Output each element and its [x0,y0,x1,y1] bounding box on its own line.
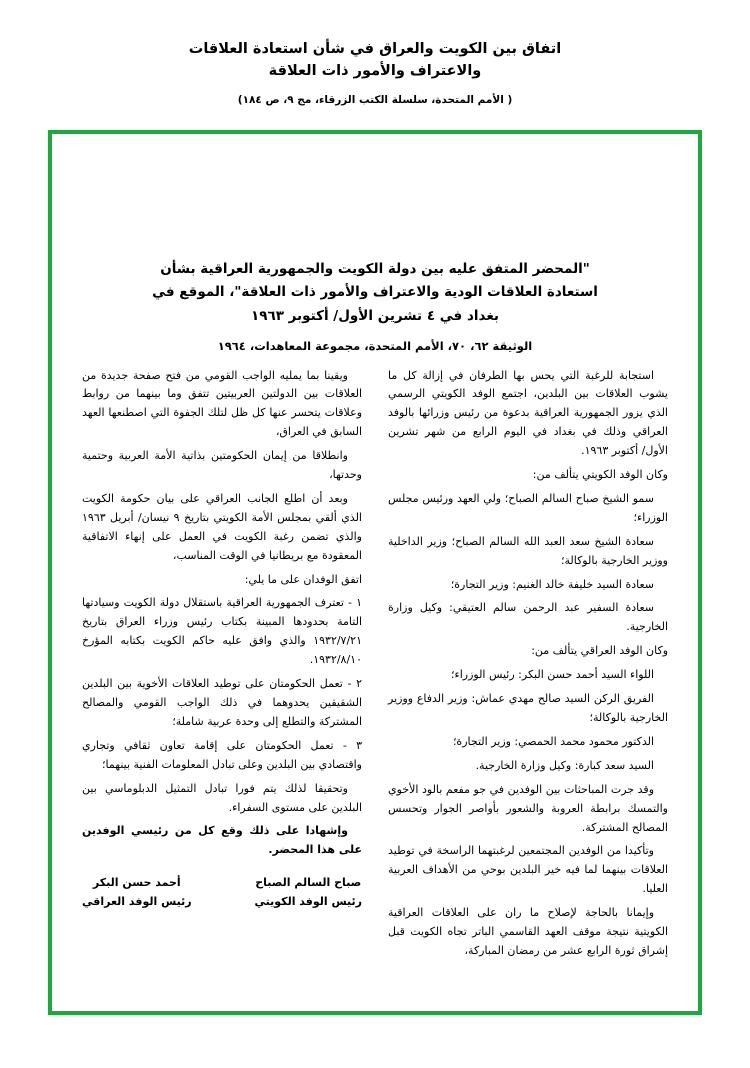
document-reference: الوثيقة ٦٢، ٧٠، الأمم المتحدة، مجموعة المعاهدات، ١٩٦٤ [217,338,533,353]
signature-name: أحمد حسن البكر [92,876,181,890]
paragraph: وقد جرت المباحثات بين الوفدين في جو مفعم بالود الأخوي والتمسك برابطة العروبة والشعور بأواصر الجوار وتحسس المصالح المشتركة. [388,782,668,834]
paragraph: الدكتور محمود محمد الحمصي: وزير التجارة؛ [452,734,654,748]
paragraph: سعادة الشيخ سعد العبد الله السالم الصباح؛ وزير الداخلية ووزير الخارجية بالوكالة؛ [388,534,668,567]
header-title-line-1: اتفاق بين الكويت والعراق في شأن استعادة العلاقات [188,41,562,57]
signature-role: رئيس الوفد الكويتي [254,894,362,908]
paragraph: اتفق الوفدان على ما يلي: [244,572,362,586]
signature-block [82,874,362,911]
paragraph: الفريق الركن السيد صالح مهدي عماش: وزير الدفاع ووزير الخارجية بالوكالة؛ [388,692,668,724]
signature-iraq [82,874,192,911]
signature-name: صباح السالم الصباح [255,876,362,890]
paragraph-attestation: وإشهادا على ذلك وقع كل من رئيسي الوفدين على هذا المحضر. [82,824,362,857]
paragraph: اللواء السيد أحمد حسن البكر: رئيس الوزراء؛ [451,668,654,682]
signature-kuwait [255,874,362,911]
document-title-line-3: بغداد في ٤ تشرين الأول/ أكتوبر ١٩٦٣ [250,307,500,324]
header-title-line-2: والاعتراف والأمور ذات العلاقة [268,63,482,80]
paragraph: استجابة للرغبة التي يحس بها الطرفان في إزالة كل ما يشوب العلاقات بين البلدين، اجتمع الوفد الكويتي الرسمي الذي يزور الجمهورية العراقية بدعوة من رئيس وزرائها بالوفد العراقي وذلك في بغداد في اليوم الرابع من شهر تشرين الأول/ أكتوبر ١٩٦٣. [388,368,668,458]
paragraph: ٣ - تعمل الحكومتان على إقامة تعاون ثقافي وتجاري واقتصادي بين البلدين وعلى تبادل المعلومات الفنية بينهما؛ [82,738,362,771]
document-title [82,258,668,329]
paragraph: السيد سعد كبارة: وكيل وزارة الخارجية. [475,758,654,772]
paragraph: ٢ - تعمل الحكومتان على توطيد العلاقات الأخوية بين البلدين الشقيقين يحدوهما في ذلك الواجب القومي والمصالح المشتركة والتطلع إلى وحدة عربية شاملة؛ [82,677,362,728]
document-column-left [82,367,362,966]
page-header [48,38,702,108]
header-source-citation: ( الأمم المتحدة، سلسلة الكتب الزرقاء، مج ٩، ص ١٨٤) [237,93,513,106]
paragraph: سمو الشيخ صباح السالم الصباح؛ ولي العهد ورئيس مجلس الوزراء؛ [388,491,668,524]
document-title-line-2: استعادة العلاقات الودية والاعتراف والأمور ذات العلاقة"، الموقع في [152,284,598,301]
paragraph: سعادة السفير عبد الرحمن سالم العتيقي: وكيل وزارة الخارجية. [388,601,668,634]
document-title-line-1: "المحضر المتفق عليه بين دولة الكويت والجمهورية العراقية بشأن [160,260,590,277]
paragraph: وانطلاقا من إيمان الحكومتين بذاتية الأمة العربية وحتمية وحدتها، [82,449,362,482]
paragraph: وبعد أن اطلع الجانب العراقي على بيان حكومة الكويت الذي ألقي بمجلس الأمة الكويتي بتاريخ ٩ نيسان/ أبريل ١٩٦٣ والذي تضمن رغبة الكويت في العمل على إنهاء الاتفاقية المعقودة مع بريطانيا في الوقت المناسب، [82,491,362,562]
paragraph: ويقينا بما يمليه الواجب القومي من فتح صفحة جديدة من العلاقات بين الدولتين العربيتين تتفق وما بينهما من روابط وعلاقات يتحسر عنها كل ظل لتلك الجفوة التي اصطنعها العهد السابق في العراق، [82,368,362,439]
paragraph: وإيمانا بالحاجة لإصلاح ما ران على العلاقات العراقية الكويتية نتيجة موقف العهد القاسمي الباتر تجاه الكويت قبل إشراق ثورة الرابع عشر من رمضان المباركة، [388,906,668,957]
document-body-columns [82,367,668,966]
paragraph: وتأكيدا من الوفدين المجتمعين لرغبتهما الراسخة في توطيد العلاقات بينهما لما فيه خير البلدين بوحي من الأهداف العربية العليا. [388,844,668,896]
paragraph: وتحقيقا لذلك يتم فورا تبادل التمثيل الدبلوماسي بين البلدين على مستوى السفراء. [82,781,362,814]
paragraph: سعادة السيد خليفة خالد الغنيم: وزير التجارة؛ [450,577,654,591]
paragraph: وكان الوفد الكويتي يتألف من: [532,468,668,482]
paragraph: ١ - تعترف الجمهورية العراقية باستقلال دولة الكويت وسيادتها التامة بحدودها المبينة بكتاب رئيس وزراء العراق بتاريخ ١٩٣٢/٧/٢١ والذي وافق عليه حاكم الكويت بكتابه المؤرخ ١٩٣٢/٨/١٠. [82,596,362,667]
document-column-right [388,367,668,966]
signature-role: رئيس الوفد العراقي [82,894,192,908]
document-frame [48,130,702,1015]
paragraph: وكان الوفد العراقي يتألف من: [531,644,668,658]
